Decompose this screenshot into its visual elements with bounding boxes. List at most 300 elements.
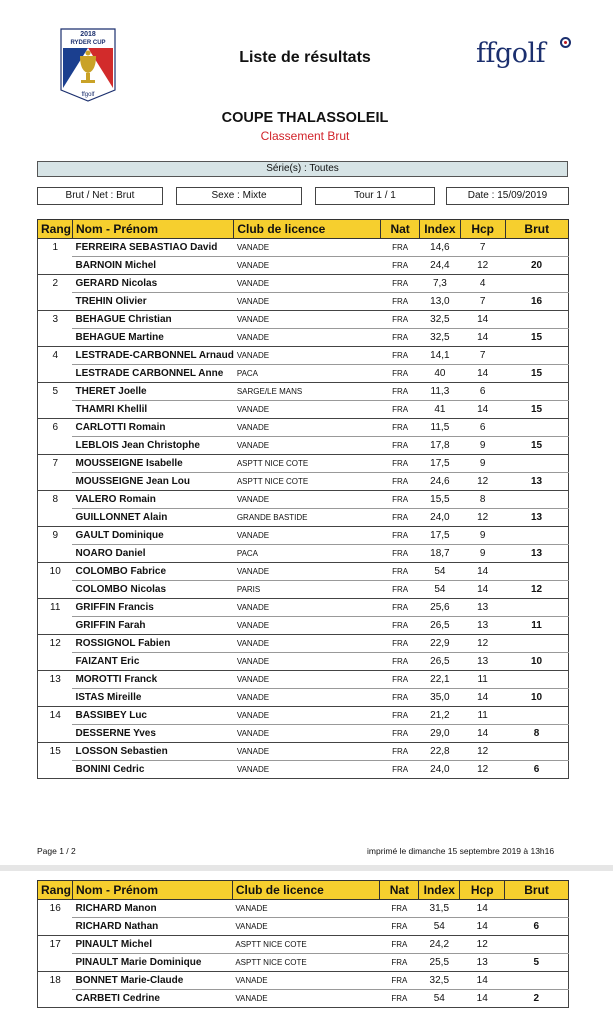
brut-empty [505,936,569,954]
index-value: 22,9 [419,635,460,653]
club-name: VANADE [234,491,381,509]
team-group [38,635,569,671]
hcp-value: 14 [477,692,489,703]
hcp-value: 12 [460,743,505,761]
nationality: FRA [380,936,419,954]
team-group [38,527,569,563]
player-name: MOUSSEIGNE Isabelle [72,455,233,473]
brut-empty [505,900,569,918]
club-name: VANADE [232,972,380,990]
brut-empty [505,635,568,653]
nationality: FRA [392,729,409,738]
index-value: 11,5 [419,419,460,437]
player-name: BASSIBEY Luc [72,707,233,725]
results-page-2 [0,871,613,1024]
logo-name: RYDER CUP [70,40,106,46]
club-name: VANADE [234,743,381,761]
club-name: VANADE [234,671,381,689]
player-name: FERREIRA SEBASTIAO David [72,239,233,257]
team-group [38,347,569,383]
document-title: Liste de résultats [239,49,371,66]
logo-year: 2018 [80,31,96,38]
table-row [38,365,569,383]
team-group [38,599,569,635]
logo-sub: ffgolf [81,92,95,98]
table-row [38,725,569,743]
competition-title: COUPE THALASSOLEIL [221,110,389,126]
club-name: VANADE [234,239,381,257]
hcp-value: 13 [477,656,489,667]
rank-cell: 6 [52,422,59,434]
hcp-value: 12 [477,476,489,487]
nationality: FRA [392,477,409,486]
table-row [38,617,569,635]
rank-cell: 10 [49,566,61,578]
col-rang: Rang [38,220,73,239]
hcp-value: 7 [460,347,505,365]
brut-empty [505,419,568,437]
table-row [38,455,569,473]
brut-empty [505,671,568,689]
hcp-value: 12 [477,260,489,271]
brut-score: 6 [533,921,540,932]
ffgolf-mark-icon [560,37,571,48]
index-value: 21,2 [419,707,460,725]
rank-cell-empty [38,761,73,779]
club-name: ASPTT NICE COTE [235,958,307,967]
col-rang: Rang [38,881,73,900]
player-name: CARLOTTI Romain [72,419,233,437]
nationality: FRA [391,958,408,967]
table-row [38,383,569,401]
col-index: Index [419,881,460,900]
brut-empty [505,491,568,509]
brut-score: 2 [533,993,540,1004]
nationality: FRA [392,297,409,306]
brut-score: 20 [530,260,543,271]
player-name: PINAULT Marie Dominique [75,957,202,968]
player-name: MOROTTI Franck [72,671,233,689]
nationality: FRA [381,527,420,545]
table-row [38,653,569,671]
col-nom: Nom - Prénom [72,881,232,900]
page-number: Page 1 / 2 [37,846,76,856]
hcp-value: 9 [479,548,486,559]
hcp-value: 14 [477,404,489,415]
table-row [38,990,569,1008]
table-row [38,347,569,365]
nationality: FRA [381,239,420,257]
player-name: COLOMBO Nicolas [75,584,167,595]
club-name: VANADE [234,635,381,653]
hcp-value: 12 [460,936,505,954]
rank-cell-empty [38,473,73,491]
club-name: VANADE [234,311,381,329]
rank-cell: 15 [49,746,61,758]
rank-cell: 9 [52,530,59,542]
brut-empty [505,599,568,617]
club-name: VANADE [236,441,270,450]
nationality: FRA [381,599,420,617]
index-value: 35,0 [430,692,450,703]
hcp-value: 9 [479,440,486,451]
index-value: 17,5 [419,455,460,473]
club-name: VANADE [236,729,270,738]
team-group [38,743,569,779]
hcp-value: 12 [460,635,505,653]
club-name: PACA [236,369,259,378]
index-value: 22,8 [419,743,460,761]
index-value: 26,5 [430,656,450,667]
rank-cell: 12 [49,638,61,650]
col-hcp: Hcp [460,881,505,900]
ffgolf-logo: ffgolf [476,38,546,69]
player-name: VALERO Romain [72,491,233,509]
team-group [38,671,569,707]
index-value: 18,7 [430,548,450,559]
filter-tour: Tour 1 / 1 [315,187,435,205]
rank-cell: 3 [52,314,59,326]
rank-cell: 8 [52,494,59,506]
rank-cell-empty [38,257,73,275]
hcp-value: 4 [460,275,505,293]
hcp-value: 14 [477,368,489,379]
club-name: ASPTT NICE COTE [236,477,309,486]
index-value: 29,0 [430,728,450,739]
index-value: 31,5 [419,900,460,918]
brut-score: 13 [530,548,543,559]
nationality: FRA [391,922,408,931]
nationality: FRA [392,693,409,702]
rank-cell-empty [38,509,73,527]
index-value: 54 [433,921,445,932]
table-row [38,509,569,527]
rank-cell: 11 [50,602,61,614]
brut-score: 16 [530,296,543,307]
club-name: PARIS [236,585,261,594]
index-value: 26,5 [430,620,450,631]
rank-cell: 14 [49,710,61,722]
player-name: THERET Joelle [72,383,233,401]
player-name: PINAULT Michel [72,936,232,954]
table-row [38,329,569,347]
nationality: FRA [392,765,409,774]
table-row [38,743,569,761]
table-row [38,311,569,329]
player-name: LEBLOIS Jean Christophe [75,440,200,451]
filter-sexe: Sexe : Mixte [176,187,302,205]
hcp-value: 14 [460,900,505,918]
hcp-value: 8 [460,491,505,509]
rank-cell-empty [38,918,73,936]
table-row [38,972,569,990]
nationality: FRA [381,743,420,761]
table-row [38,707,569,725]
nationality: FRA [381,383,420,401]
team-group [38,491,569,527]
rank-cell: 16 [49,903,61,915]
nationality: FRA [392,333,409,342]
index-value: 11,3 [419,383,460,401]
nationality: FRA [392,405,409,414]
rank-cell: 18 [49,975,61,987]
index-value: 25,6 [419,599,460,617]
club-name: VANADE [236,261,270,270]
index-value: 24,0 [430,512,450,523]
table-row [38,581,569,599]
results-table [37,219,569,779]
club-name: VANADE [236,621,270,630]
table-row [38,563,569,581]
hcp-value: 14 [460,972,505,990]
hcp-value: 12 [477,512,489,523]
table-row [38,936,569,954]
hcp-value: 14 [477,332,489,343]
brut-score: 8 [533,728,540,739]
results-table-continued [37,880,569,1008]
table-row [38,671,569,689]
team-group [38,383,569,419]
table-row [38,545,569,563]
index-value: 24,2 [419,936,460,954]
brut-score: 10 [530,692,543,703]
player-name: TREHIN Olivier [75,296,147,307]
player-name: LESTRADE-CARBONNEL Arnaud [72,347,233,365]
index-value: 24,6 [430,476,450,487]
brut-empty [505,707,568,725]
hcp-value: 6 [460,419,505,437]
table-row [38,491,569,509]
player-name: GAULT Dominique [72,527,233,545]
index-value: 32,5 [419,972,460,990]
rank-cell-empty [38,401,73,419]
brut-score: 15 [530,440,543,451]
hcp-value: 12 [477,764,489,775]
rank-cell: 4 [52,350,59,362]
rank-cell-empty [38,545,73,563]
club-name: VANADE [236,693,270,702]
col-club: Club de licence [234,220,381,239]
index-value: 17,8 [430,440,450,451]
hcp-value: 14 [477,728,489,739]
club-name: VANADE [236,657,270,666]
nationality: FRA [381,275,420,293]
nationality: FRA [381,563,420,581]
brut-empty [505,239,568,257]
nationality: FRA [381,455,420,473]
brut-score: 10 [530,656,543,667]
index-value: 54 [434,584,446,595]
index-value: 32,5 [430,332,450,343]
nationality: FRA [392,585,409,594]
table-row [38,257,569,275]
brut-score: 11 [531,620,542,631]
rank-cell: 17 [49,939,61,951]
player-name: THAMRI Khellil [75,404,148,415]
rank-cell-empty [38,725,73,743]
index-value: 41 [434,404,446,415]
rank-cell-empty [38,437,73,455]
table-row [38,401,569,419]
col-nat: Nat [380,881,419,900]
player-name: BONINI Cedric [75,764,145,775]
team-group [38,900,569,936]
index-value: 7,3 [419,275,460,293]
hcp-value: 7 [460,239,505,257]
rank-cell-empty [38,954,73,972]
index-value: 13,0 [430,296,450,307]
table-header-row [38,881,569,900]
brut-score: 15 [530,404,543,415]
rank-cell-empty [38,365,73,383]
player-name: COLOMBO Fabrice [72,563,233,581]
player-name: BONNET Marie-Claude [72,972,232,990]
table-row [38,900,569,918]
team-group [38,419,569,455]
rank-cell-empty [38,689,73,707]
rank-cell-empty [38,293,73,311]
club-name: VANADE [234,707,381,725]
club-name: VANADE [236,765,270,774]
brut-empty [505,563,568,581]
team-group [38,239,569,275]
table-row [38,293,569,311]
hcp-value: 14 [460,311,505,329]
player-name: RICHARD Manon [72,900,232,918]
nationality: FRA [392,657,409,666]
index-value: 15,5 [419,491,460,509]
hcp-value: 11 [460,671,505,689]
brut-empty [505,347,568,365]
index-value: 32,5 [419,311,460,329]
brut-score: 13 [530,512,543,523]
table-row [38,527,569,545]
col-brut: Brut [505,220,568,239]
player-name: MOUSSEIGNE Jean Lou [75,476,190,487]
player-name: GUILLONNET Alain [75,512,168,523]
hcp-value: 14 [477,584,489,595]
brut-score: 15 [530,368,543,379]
club-name: ASPTT NICE COTE [232,936,380,954]
index-value: 25,5 [429,957,450,968]
index-value: 24,4 [430,260,450,271]
rank-cell: 5 [52,386,59,398]
player-name: ROSSIGNOL Fabien [72,635,233,653]
hcp-value: 14 [476,921,488,932]
brut-empty [505,527,568,545]
rank-cell-empty [38,653,73,671]
club-name: VANADE [234,527,381,545]
col-nat: Nat [381,220,420,239]
col-club: Club de licence [232,881,380,900]
nationality: FRA [392,261,409,270]
club-name: VANADE [234,347,381,365]
player-name: GERARD Nicolas [72,275,233,293]
club-name: VANADE [234,599,381,617]
col-hcp: Hcp [460,220,505,239]
player-name: RICHARD Nathan [75,921,159,932]
team-group [38,275,569,311]
hcp-value: 13 [460,599,505,617]
filter-brut-net: Brut / Net : Brut [37,187,163,205]
table-row [38,437,569,455]
hcp-value: 13 [476,957,488,968]
player-name: CARBETI Cedrine [75,993,160,1004]
table-header-row [38,220,569,239]
nationality: FRA [381,671,420,689]
club-name: GRANDE BASTIDE [236,513,308,522]
rank-cell-empty [38,581,73,599]
nationality: FRA [392,369,409,378]
club-name: VANADE [236,297,270,306]
brut-empty [505,311,568,329]
rank-cell-empty [38,329,73,347]
nationality: FRA [381,635,420,653]
rank-cell: 2 [52,278,59,290]
brut-score: 15 [530,332,543,343]
brut-score: 12 [530,584,543,595]
player-name: LESTRADE CARBONNEL Anne [75,368,224,379]
nationality: FRA [392,549,409,558]
club-name: SARGE/LE MANS [234,383,381,401]
col-nom: Nom - Prénom [72,220,233,239]
team-group [38,972,569,1008]
rank-cell: 7 [52,458,59,470]
player-name: BEHAGUE Christian [72,311,233,329]
team-group [38,311,569,347]
nationality: FRA [381,491,420,509]
hcp-value: 13 [477,620,489,631]
col-index: Index [419,220,460,239]
hcp-value: 6 [460,383,505,401]
nationality: FRA [381,347,420,365]
player-name: BARNOIN Michel [75,260,157,271]
nationality: FRA [392,621,409,630]
hcp-value: 11 [460,707,505,725]
team-group [38,563,569,599]
club-name: VANADE [234,275,381,293]
index-value: 22,1 [419,671,460,689]
brut-empty [505,972,569,990]
rank-cell: 1 [52,242,59,254]
print-date: imprimé le dimanche 15 septembre 2019 à 13h16 [367,846,555,856]
table-row [38,275,569,293]
brut-empty [505,275,568,293]
nationality: FRA [380,972,419,990]
col-brut: Brut [505,881,569,900]
hcp-value: 9 [460,527,505,545]
player-name: NOARO Daniel [75,548,146,559]
table-row [38,599,569,617]
index-value: 14,6 [419,239,460,257]
table-row [38,473,569,491]
club-name: ASPTT NICE COTE [234,455,381,473]
club-name: VANADE [235,994,268,1003]
brut-score: 5 [533,957,540,968]
table-row [38,239,569,257]
team-group [38,455,569,491]
nationality: FRA [392,513,409,522]
nationality: FRA [381,707,420,725]
club-name: VANADE [236,405,270,414]
brut-empty [505,743,568,761]
table-row [38,419,569,437]
nationality: FRA [391,994,408,1003]
player-name: DESSERNE Yves [75,728,156,739]
rank-cell-empty [38,990,73,1008]
table-row [38,954,569,972]
player-name: GRIFFIN Francis [72,599,233,617]
